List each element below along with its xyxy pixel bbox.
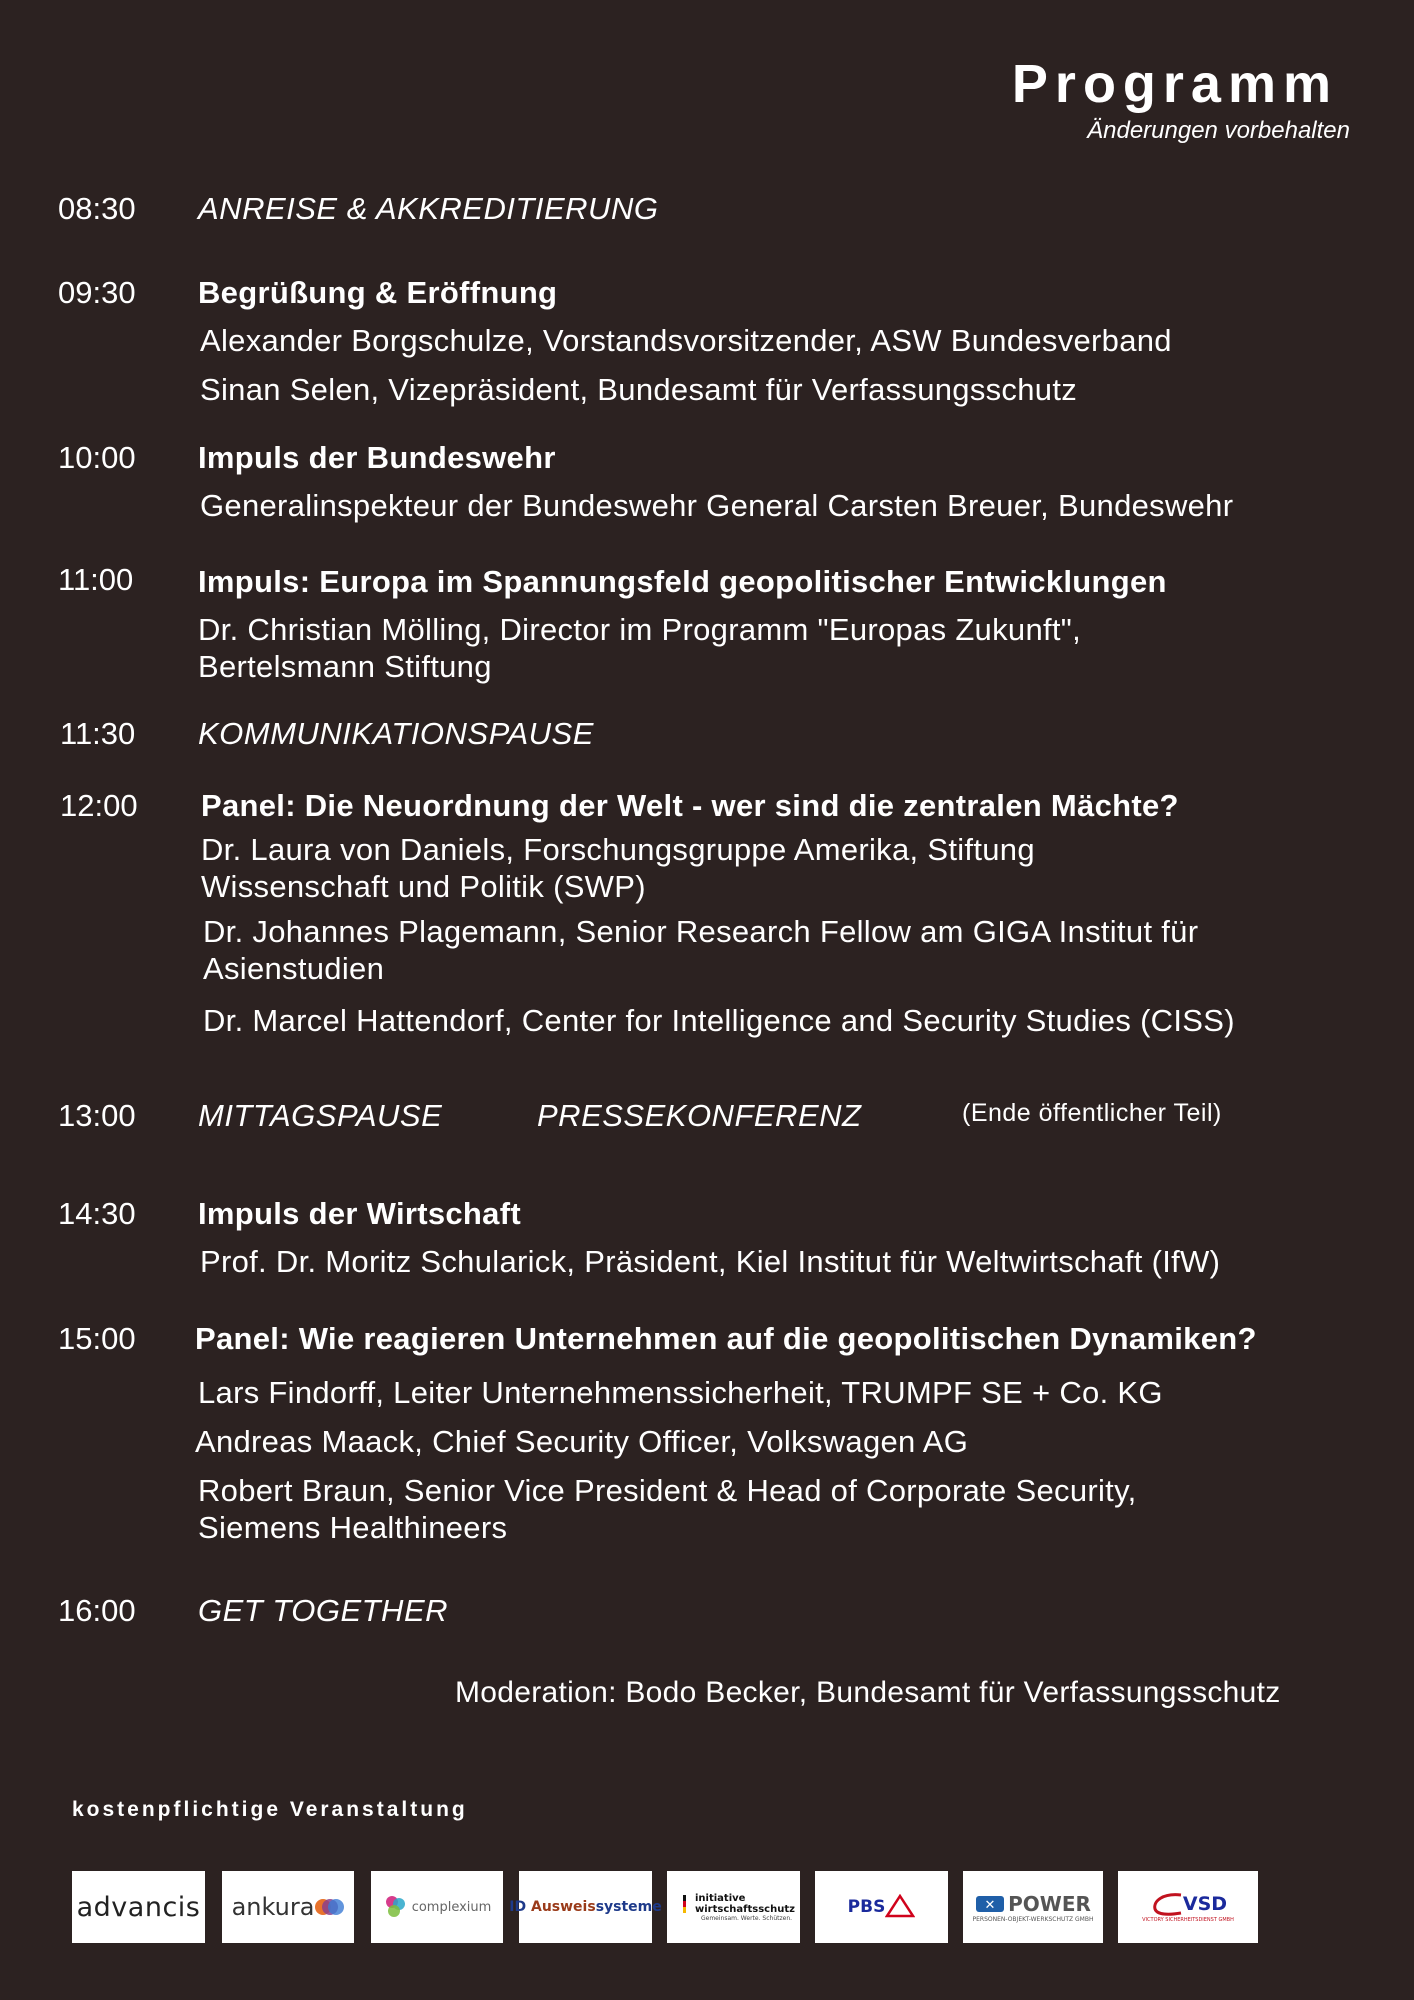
slot-time: 12:00 [60, 788, 138, 823]
sponsor-tagline: Gemeinsam. Werte. Schützen. [701, 1914, 793, 1922]
speaker-line: Dr. Laura von Daniels, Forschungsgruppe Amerika, Stiftung [201, 832, 1035, 867]
sponsor-name-b: wirtschaftsschutz [695, 1903, 795, 1915]
slot-heading: Panel: Die Neuordnung der Welt - wer sind die zentralen Mächte? [201, 788, 1179, 823]
paid-event-note: kostenpflichtige Veranstaltung [72, 1798, 468, 1821]
sponsor-name-a: initiative [695, 1892, 746, 1904]
slot-content [198, 274, 1394, 408]
slot-content [201, 787, 1394, 1039]
sponsor-logo-initiative-wirtschaftsschutz[interactable] [667, 1871, 800, 1943]
slot-content [198, 1195, 1394, 1280]
sponsor-name-b: Ausweis [530, 1899, 596, 1915]
sponsor-name-a: ID [509, 1899, 527, 1915]
slot-heading-press: PRESSEKONFERENZ [537, 1098, 862, 1133]
speaker-line: Wissenschaft und Politik (SWP) [201, 869, 646, 904]
sponsor-logo-pbs[interactable] [815, 1871, 948, 1943]
sponsor-tagline: VICTORY SICHERHEITSDIENST GMBH [1142, 1917, 1234, 1923]
slot-heading: Panel: Wie reagieren Unternehmen auf die geopolitischen Dynamiken? [195, 1321, 1257, 1356]
slot-time: 14:30 [58, 1196, 136, 1231]
sponsor-tagline: PERSONEN-OBJEKT-WERKSCHUTZ GMBH [972, 1915, 1094, 1923]
slot-content [198, 563, 1394, 685]
slot-heading: GET TOGETHER [198, 1593, 449, 1628]
sponsor-logo-vsd[interactable] [1118, 1871, 1258, 1943]
sponsor-logo-complexium[interactable] [371, 1871, 503, 1943]
slot-content [198, 1592, 1394, 1630]
page-title: Programm [1011, 54, 1338, 114]
slot-content [198, 439, 1394, 524]
sponsor-logo-id-ausweissysteme[interactable] [509, 1871, 662, 1943]
sponsor-name: advancis [76, 1891, 201, 1923]
speaker-line: Alexander Borgschulze, Vorstandsvorsitzender, ASW Bundesverband [200, 323, 1172, 358]
slot-time: 09:30 [58, 275, 136, 310]
sponsor-logo-ankura[interactable] [222, 1871, 354, 1943]
program-header [1012, 52, 1350, 146]
speaker-line: Asienstudien [203, 951, 385, 986]
speaker-line: Lars Findorff, Leiter Unternehmenssicherheit, TRUMPF SE + Co. KG [198, 1375, 1163, 1410]
complexium-icon [383, 1894, 409, 1920]
slot-content [198, 190, 1394, 228]
slot-content [198, 715, 1394, 753]
slot-heading: Impuls: Europa im Spannungsfeld geopolitischer Entwicklungen [198, 564, 1167, 599]
slot-heading: Impuls der Wirtschaft [198, 1196, 521, 1231]
speaker-line: Robert Braun, Senior Vice President & Head of Corporate Security, [198, 1473, 1137, 1508]
slot-content [195, 1320, 1394, 1546]
speaker-line: Siemens Healthineers [198, 1510, 508, 1545]
vsd-swoosh-icon [1149, 1891, 1183, 1917]
page-subtitle: Änderungen vorbehalten [1087, 117, 1350, 144]
initiative-flag-icon [681, 1893, 695, 1915]
slot-time: 10:00 [58, 440, 136, 475]
sponsor-name: POWER [1008, 1891, 1091, 1916]
slot-time: 08:30 [58, 191, 136, 226]
speaker-line: Dr. Marcel Hattendorf, Center for Intelligence and Security Studies (CISS) [203, 1003, 1235, 1038]
sponsor-name: PBS [847, 1897, 886, 1917]
speaker-line: Generalinspekteur der Bundeswehr General Carsten Breuer, Bundeswehr [200, 488, 1234, 523]
slot-time: 16:00 [58, 1593, 136, 1628]
sponsor-name: ankura [231, 1893, 315, 1921]
sponsor-name-c: systeme [595, 1899, 662, 1915]
slot-heading: Impuls der Bundeswehr [198, 440, 556, 475]
slot-time: 15:00 [58, 1321, 136, 1356]
speaker-line: Sinan Selen, Vizepräsident, Bundesamt für Verfassungsschutz [200, 372, 1078, 407]
slot-time: 13:00 [58, 1098, 136, 1133]
ankura-circles-icon [314, 1897, 344, 1917]
speaker-line: Bertelsmann Stiftung [198, 649, 492, 684]
pbs-triangle-icon [885, 1894, 915, 1920]
power-mark-icon [975, 1894, 1005, 1914]
sponsor-logo-power[interactable] [963, 1871, 1103, 1943]
speaker-line: Prof. Dr. Moritz Schularick, Präsident, Kiel Institut für Weltwirtschaft (IfW) [200, 1244, 1221, 1279]
moderation-note: Moderation: Bodo Becker, Bundesamt für Verfassungsschutz [455, 1676, 1281, 1709]
slot-heading: KOMMUNIKATIONSPAUSE [198, 716, 594, 751]
sponsor-name: VSD [1182, 1893, 1228, 1915]
slot-heading: Begrüßung & Eröffnung [198, 275, 558, 310]
sponsor-logo-advancis[interactable] [72, 1871, 205, 1943]
slot-heading: ANREISE & AKKREDITIERUNG [198, 191, 659, 226]
svg-text:✕: ✕ [984, 1897, 996, 1913]
speaker-line: Dr. Christian Mölling, Director im Programm "Europas Zukunft", [198, 612, 1082, 647]
slot-heading: MITTAGSPAUSE [198, 1098, 443, 1133]
slot-time: 11:30 [60, 716, 136, 751]
slot-note: (Ende öffentlicher Teil) [962, 1099, 1222, 1127]
speaker-line: Dr. Johannes Plagemann, Senior Research Fellow am GIGA Institut für [203, 914, 1199, 949]
speaker-line: Andreas Maack, Chief Security Officer, Volkswagen AG [195, 1424, 969, 1459]
slot-time: 11:00 [58, 562, 134, 597]
sponsor-name: complexium [411, 1899, 492, 1915]
